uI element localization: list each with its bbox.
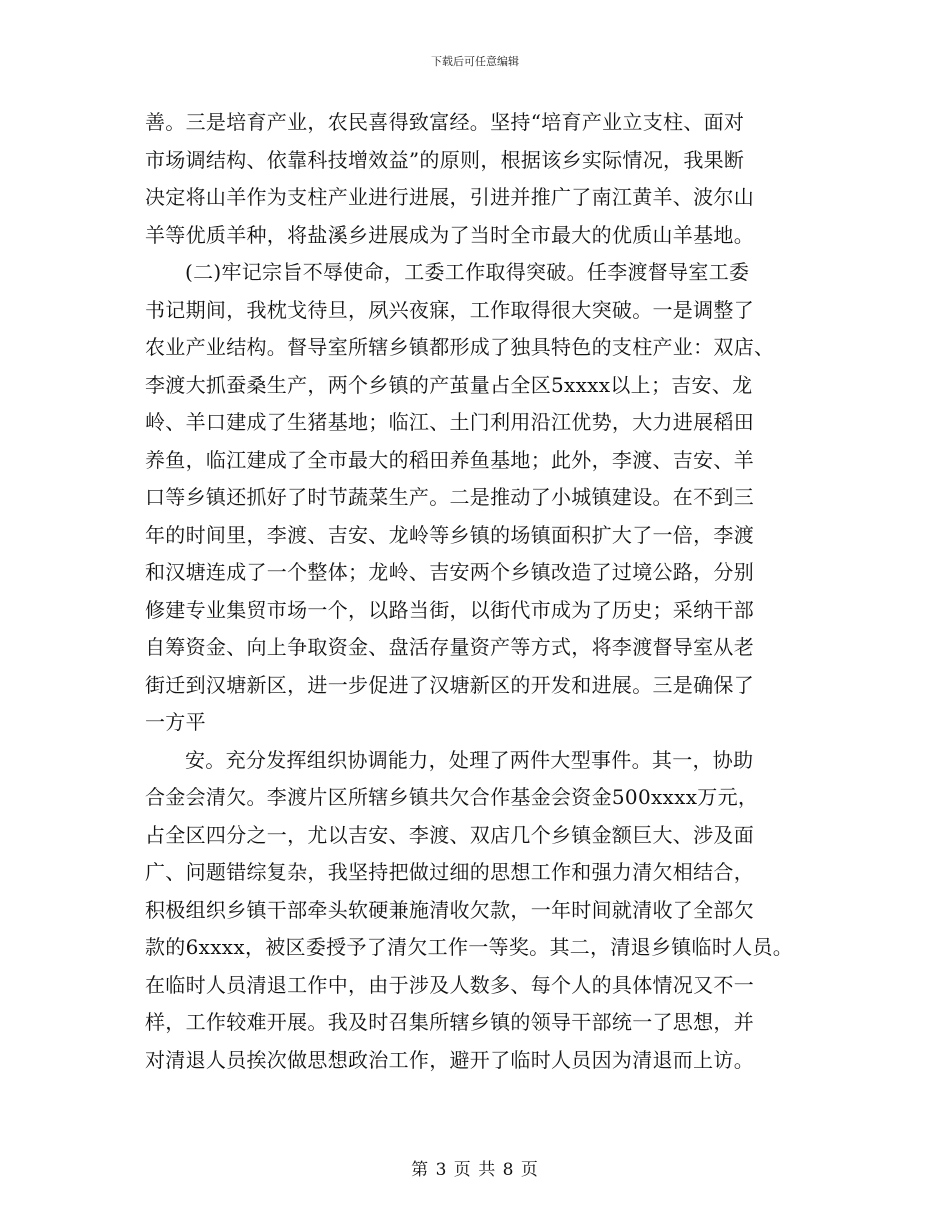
text-line: 广、问题错综复杂，我坚持把做过细的思想工作和强力清欠相结合， [145,860,754,884]
text-line: 款的6xxxx，被区委授予了清欠工作一等奖。其二，清退乡镇临时人员。 [145,935,794,959]
page-number-footer: 第 3 页 共 8 页 [411,1160,539,1180]
document-body [145,104,825,1079]
text-line: 样，工作较难开展。我及时召集所辖乡镇的领导干部统一了思想，并 [145,1010,754,1034]
text-line: 羊等优质羊种，将盐溪乡进展成为了当时全市最大的优质山羊基地。 [145,222,754,247]
text-line: 养鱼，临江建成了全市最大的稻田养鱼基地；此外，李渡、吉安、羊 [145,447,754,472]
page-header-note: 下载后可任意编辑 [431,55,519,68]
text-line: 占全区四分之一，尤以吉安、李渡、双店几个乡镇金额巨大、涉及面 [145,822,754,847]
text-line: 书记期间，我枕戈待旦，夙兴夜寐，工作取得很大突破。一是调整了 [145,297,754,322]
text-line: 口等乡镇还抓好了时节蔬菜生产。二是推动了小城镇建设。在不到三 [145,485,754,509]
text-line: 农业产业结构。督导室所辖乡镇都形成了独具特色的支柱产业：双店、 [145,335,775,359]
text-line: 街迁到汉塘新区，进一步促进了汉塘新区的开发和进展。三是确保了 [145,672,754,697]
text-line: 决定将山羊作为支柱产业进行进展，引进并推广了南江黄羊、波尔山 [145,185,754,209]
text-line: 善。三是培育产业，农民喜得致富经。坚持“培育产业立支柱、面对 [145,110,745,134]
text-line: 年的时间里，李渡、吉安、龙岭等乡镇的场镇面积扩大了一倍，李渡 [145,522,754,547]
text-line: 安。充分发挥组织协调能力，处理了两件大型事件。其一，协助 [185,747,754,772]
text-line: 一方平 [145,710,206,734]
text-line: 在临时人员清退工作中，由于涉及人数多、每个人的具体情况又不一 [145,972,754,997]
text-line: 李渡大抓蚕桑生产，两个乡镇的产茧量占全区5xxxx以上；吉安、龙 [145,372,753,397]
text-line: 自筹资金、向上争取资金、盘活存量资产等方式，将李渡督导室从老 [145,635,754,659]
text-line: 修建专业集贸市场一个，以路当街，以街代市成为了历史；采纳干部 [145,597,754,622]
text-line: 合金会清欠。李渡片区所辖乡镇共欠合作基金会资金500xxxx万元， [145,785,759,809]
text-line: 岭、羊口建成了生猪基地；临江、土门利用沿江优势，大力进展稻田 [145,410,754,434]
text-line: 市场调结构、依靠科技增效益”的原则，根据该乡实际情况，我果断 [145,147,745,172]
text-line: 积极组织乡镇干部牵头软硬兼施清收欠款，一年时间就清收了全部欠 [145,897,754,922]
text-line: 和汉塘连成了一个整体；龙岭、吉安两个乡镇改造了过境公路，分别 [145,560,754,584]
text-line: (二)牢记宗旨不辱使命，工委工作取得突破。任李渡督导室工委 [185,260,750,284]
text-line: 对清退人员挨次做思想政治工作，避开了临时人员因为清退而上访。 [145,1047,754,1072]
